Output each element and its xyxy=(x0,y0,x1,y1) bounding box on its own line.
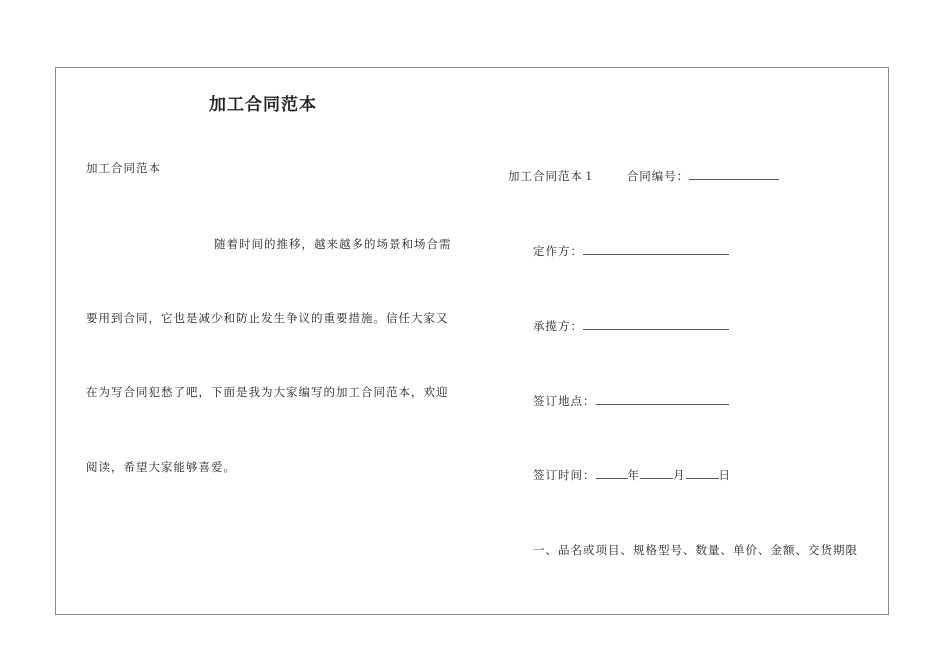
signing-place-row xyxy=(533,393,729,409)
party-b-blank xyxy=(583,319,729,330)
left-subtitle: 加工合同范本 xyxy=(86,161,161,175)
contract-number-label: 合同编号： xyxy=(626,169,690,183)
section-1-heading: 一、品名或项目、规格型号、数量、单价、金额、交货期限 xyxy=(533,543,858,557)
month-blank xyxy=(640,468,673,479)
month-label: 月 xyxy=(673,468,686,482)
document-page xyxy=(55,67,889,615)
party-a-row xyxy=(533,243,729,259)
year-blank xyxy=(596,468,628,479)
intro-paragraph-line-3: 在为写合同犯愁了吧，下面是我为大家编写的加工合同范本，欢迎 xyxy=(86,385,449,399)
party-a-label: 定作方： xyxy=(533,244,583,258)
year-label: 年 xyxy=(627,468,640,482)
contract-heading: 加工合同范本１ xyxy=(508,169,596,183)
signing-time-row xyxy=(533,467,731,483)
party-a-blank xyxy=(583,244,729,255)
day-blank xyxy=(686,468,719,479)
party-b-label: 承揽方： xyxy=(533,319,583,333)
intro-paragraph-line-1: 随着时间的推移，越来越多的场景和场合需 xyxy=(214,237,452,251)
party-b-row xyxy=(533,318,729,334)
document-title: 加工合同范本 xyxy=(209,95,317,115)
day-label: 日 xyxy=(718,468,731,482)
intro-paragraph-line-2: 要用到合同，它也是减少和防止发生争议的重要措施。信任大家又 xyxy=(86,311,449,325)
intro-paragraph-line-4: 阅读，希望大家能够喜爱。 xyxy=(86,460,236,474)
signing-place-blank xyxy=(596,394,729,405)
signing-place-label: 签订地点： xyxy=(533,394,596,408)
contract-number-blank xyxy=(689,169,779,180)
signing-time-label: 签订时间： xyxy=(533,468,596,482)
contract-heading-row xyxy=(508,168,779,184)
